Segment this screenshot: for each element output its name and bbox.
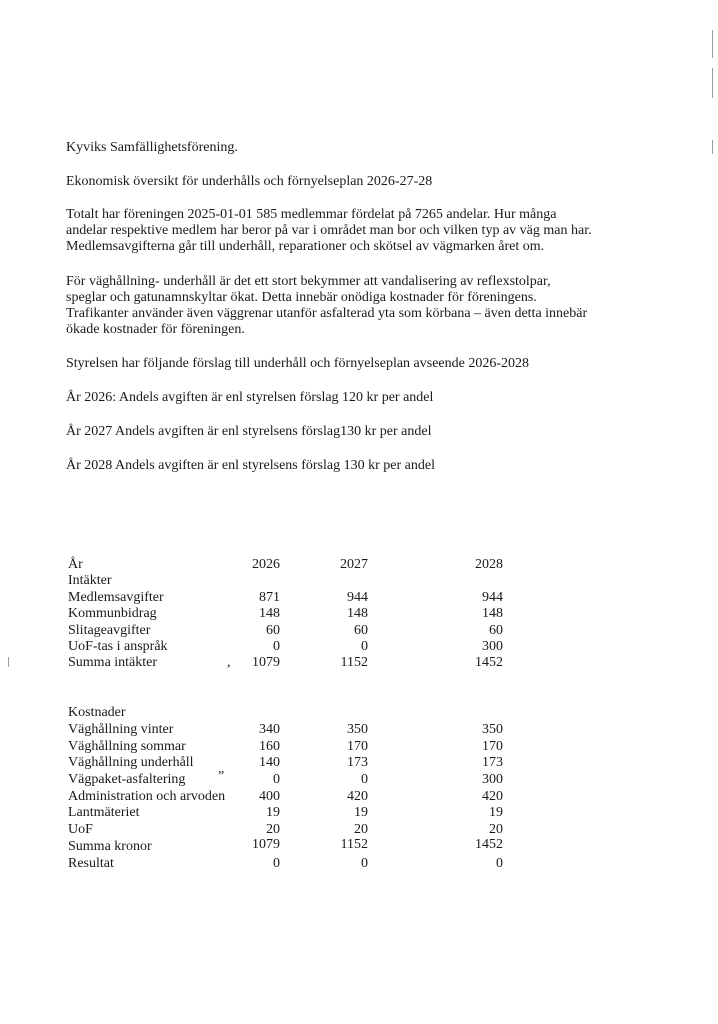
paragraph-line: speglar och gatunamnskyltar ökat. Detta innebär onödiga kostnader för föreningens. — [66, 290, 537, 305]
result-2026: 0 — [273, 856, 280, 871]
cost-value-2027: 170 — [347, 739, 368, 754]
result-label: Resultat — [68, 856, 114, 871]
cost-value-2028: 170 — [482, 739, 503, 754]
stray-comma-mark: , — [227, 655, 231, 670]
cost-value-2027: 20 — [354, 822, 368, 837]
income-sum-2026: 1079 — [252, 655, 280, 670]
document-title: Ekonomisk översikt för underhålls och förnyelseplan 2026-27-28 — [66, 174, 433, 189]
income-value-2027: 60 — [354, 623, 368, 638]
scan-edge-mark — [712, 68, 713, 98]
fee-line-2027: År 2027 Andels avgiften är enl styrelsens förslag130 kr per andel — [66, 424, 432, 439]
year-header-2028: 2028 — [475, 557, 503, 572]
cost-sum-2028: 1452 — [475, 837, 503, 852]
cost-value-2027: 350 — [347, 722, 368, 737]
income-value-2027: 0 — [361, 639, 368, 654]
cost-row-label: Vägpaket-asfaltering — [68, 772, 186, 787]
org-name: Kyviks Samfällighetsförening. — [66, 140, 238, 155]
income-value-2027: 944 — [347, 590, 368, 605]
paragraph-line: Trafikanter använder även väggrenar utanför asfalterad yta som körbana – även detta innebär — [66, 306, 588, 321]
cost-row-label: Lantmäteriet — [68, 805, 140, 820]
income-value-2028: 944 — [482, 590, 503, 605]
cost-row-label: Väghållning sommar — [68, 739, 186, 754]
scan-edge-mark — [712, 30, 713, 58]
cost-value-2026: 400 — [259, 789, 280, 804]
cost-value-2026: 140 — [259, 755, 280, 770]
income-value-2028: 300 — [482, 639, 503, 654]
cost-value-2028: 20 — [489, 822, 503, 837]
income-sum-label: Summa intäkter — [68, 655, 158, 670]
paragraph-line: andelar respektive medlem har beror på var i området man bor och vilken typ av väg man har. — [66, 223, 592, 238]
proposal-text: Styrelsen har följande förslag till underhåll och förnyelseplan avseende 2026-2028 — [66, 356, 530, 371]
cost-sum-2027: 1152 — [340, 837, 368, 852]
income-sum-2027: 1152 — [340, 655, 368, 670]
income-value-2026: 871 — [259, 590, 280, 605]
year-header-2026: 2026 — [252, 557, 280, 572]
income-row-label: UoF-tas i anspråk — [68, 639, 168, 654]
paragraph-line: ökade kostnader för föreningen. — [66, 322, 245, 337]
cost-value-2026: 19 — [266, 805, 280, 820]
income-value-2028: 148 — [482, 606, 503, 621]
paragraph-line: Totalt har föreningen 2025-01-01 585 medlemmar fördelat på 7265 andelar. Hur många — [66, 207, 557, 222]
year-label: År — [68, 557, 83, 572]
year-header-2027: 2027 — [340, 557, 368, 572]
income-row-label: Slitageavgifter — [68, 623, 151, 638]
cost-value-2027: 0 — [361, 772, 368, 787]
cost-value-2026: 20 — [266, 822, 280, 837]
income-row-label: Medlemsavgifter — [68, 590, 164, 605]
cost-value-2027: 19 — [354, 805, 368, 820]
fee-line-2026: År 2026: Andels avgiften är enl styrelsen förslag 120 kr per andel — [66, 390, 434, 405]
cost-value-2028: 173 — [482, 755, 503, 770]
scan-edge-mark — [8, 657, 9, 667]
cost-sum-2026: 1079 — [252, 837, 280, 852]
paragraph-line: Medlemsavgifterna går till underhåll, reparationer och skötsel av vägmarken året om. — [66, 239, 545, 254]
stray-quote-mark: ” — [218, 769, 225, 784]
income-sum-2028: 1452 — [475, 655, 503, 670]
cost-value-2027: 420 — [347, 789, 368, 804]
costs-heading: Kostnader — [68, 705, 126, 720]
cost-row-label: UoF — [68, 822, 93, 837]
cost-row-label: Väghållning underhåll — [68, 755, 194, 770]
income-heading: Intäkter — [68, 573, 112, 588]
cost-value-2026: 0 — [273, 772, 280, 787]
income-value-2026: 60 — [266, 623, 280, 638]
cost-value-2027: 173 — [347, 755, 368, 770]
income-value-2026: 148 — [259, 606, 280, 621]
cost-value-2028: 19 — [489, 805, 503, 820]
fee-line-2028: År 2028 Andels avgiften är enl styrelsens förslag 130 kr per andel — [66, 458, 435, 473]
income-value-2027: 148 — [347, 606, 368, 621]
cost-value-2026: 160 — [259, 739, 280, 754]
cost-value-2028: 350 — [482, 722, 503, 737]
income-value-2026: 0 — [273, 639, 280, 654]
cost-row-label: Väghållning vinter — [68, 722, 174, 737]
income-value-2028: 60 — [489, 623, 503, 638]
income-row-label: Kommunbidrag — [68, 606, 157, 621]
cost-value-2028: 420 — [482, 789, 503, 804]
cost-sum-label: Summa kronor — [68, 839, 152, 854]
cost-value-2028: 300 — [482, 772, 503, 787]
result-2027: 0 — [361, 856, 368, 871]
result-2028: 0 — [496, 856, 503, 871]
paragraph-line: För väghållning- underhåll är det ett stort bekymmer att vandalisering av reflexstolpar, — [66, 274, 551, 289]
cost-row-label: Administration och arvoden — [68, 789, 226, 804]
cost-value-2026: 340 — [259, 722, 280, 737]
scan-edge-mark — [712, 140, 713, 154]
